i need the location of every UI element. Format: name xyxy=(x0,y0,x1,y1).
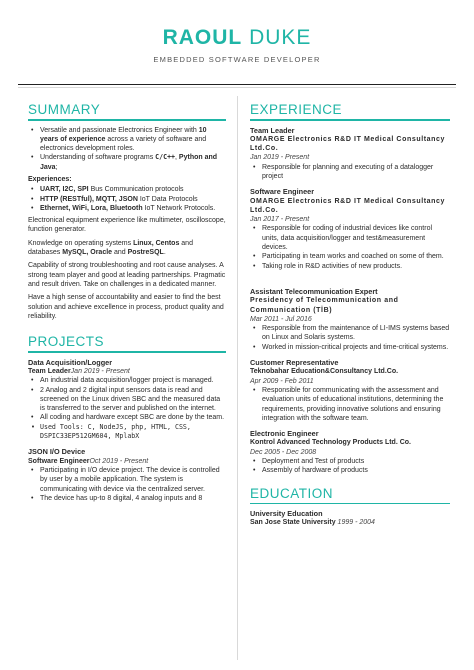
job-bullet: • Responsible for communicating with the assessment and evaluation units of educational institutions, determining the requirements, providing innovative solutions and ensuring integration with the software team. xyxy=(250,386,450,423)
job-bullets xyxy=(250,386,450,423)
job-bullets xyxy=(250,224,450,270)
project-name: JSON I/O Device xyxy=(28,447,86,457)
protocol-item: • Ethernet, WiFi, Lora, Bluetooth IoT Network Protocols. xyxy=(28,204,226,213)
project-role-line: Software EngineerOct 2019 - Present xyxy=(28,457,149,465)
job-dates: Jan 2017 - Present xyxy=(250,216,310,224)
project-bullets xyxy=(28,376,226,441)
experience-rule xyxy=(250,119,450,121)
education-heading: EDUCATION xyxy=(250,485,334,501)
job-bullet: • Assembly of hardware of products xyxy=(250,466,450,475)
project-bullet: • Participating in I/O device project. The device is controlled by user by a mobile application. The system is communicating with device via the centralized server. xyxy=(28,466,226,494)
summary-heading: SUMMARY xyxy=(28,102,101,117)
education-line xyxy=(250,518,450,527)
job-entry xyxy=(250,287,450,352)
job-bullets xyxy=(250,457,450,476)
protocol-item: • UART, I2C, SPI Bus Communication protocols xyxy=(28,185,226,194)
job-bullet: • Worked in mission-critical projects and time-critical systems. xyxy=(250,343,450,352)
job-title: Software Engineer xyxy=(250,187,315,197)
company-name: Teknobahar Education&Consultancy Ltd.Co. xyxy=(250,368,399,376)
projects-heading: PROJECTS xyxy=(28,334,105,350)
job-title: Team Leader xyxy=(250,125,295,135)
header-rule xyxy=(18,84,456,85)
summary-list xyxy=(28,126,226,172)
project-bullet: • All coding and hardware except SBC are done by the team. xyxy=(28,413,226,422)
job-entry xyxy=(250,187,450,271)
project-role-line: Team LeaderJan 2019 - Present xyxy=(28,367,130,375)
job-bullets xyxy=(250,324,450,352)
summary-item: • Versatile and passionate Electronics Engineer with 10 years of experience across a variety of software and electronics development roles. xyxy=(28,126,226,154)
job-title: Electronic Engineer xyxy=(250,429,319,439)
header-rule-light xyxy=(18,87,456,88)
candidate-name xyxy=(0,26,474,50)
company-name: Presidency of Telecommunication and Communication (TİB) xyxy=(250,297,399,314)
project-bullet: • An industrial data acquisition/logger project is managed. xyxy=(28,376,226,385)
job-title: Customer Representative xyxy=(250,358,339,368)
column-divider xyxy=(237,96,238,660)
resume-header xyxy=(0,0,474,70)
education-level: University Education xyxy=(250,509,323,519)
project-bullets xyxy=(28,466,226,503)
summary-paragraph: Have a high sense of accountability and easier to find the best solution and achieve excellence in process, product quality and reliability. xyxy=(28,294,224,320)
summary-rule xyxy=(28,119,226,121)
summary-item: • Understanding of software programs C/C++, Python and Java; xyxy=(28,153,226,172)
last-name: DUKE xyxy=(249,26,312,49)
summary-paragraph: Electronical equipment experience like multimeter, oscilloscope, function generator. xyxy=(28,217,226,234)
job-bullet: • Deployment and Test of products xyxy=(250,457,450,466)
project-name: Data Acquisition/Logger xyxy=(28,357,113,367)
protocol-item: • HTTP (RESTful), MQTT, JSON IoT Data Protocols xyxy=(28,195,226,204)
job-bullet: • Taking role in R&D activities of new products. xyxy=(250,262,450,271)
job-entry xyxy=(250,429,450,475)
university-name: San Jose State University xyxy=(250,519,336,527)
company-name: OMARGE Electronics R&D IT Medical Consultancy Ltd.Co. xyxy=(250,197,446,214)
project-bullet: • 2 Analog and 2 digital input sensors data is read and screened on the Linux driven SBC and the measured data is transferred to the server and published on the internet. xyxy=(28,386,226,414)
job-bullets xyxy=(250,163,450,182)
right-column xyxy=(250,102,450,528)
protocols-list xyxy=(28,185,226,213)
job-title: EMBEDDED SOFTWARE DEVELOPER xyxy=(153,55,321,64)
job-dates: Dec 2005 - Dec 2008 xyxy=(250,448,317,456)
job-bullet: • Responsible from the maintenance of LI-IMS systems based on Linux and Solaris systems. xyxy=(250,324,450,343)
job-dates: Jan 2019 - Present xyxy=(250,154,310,162)
job-entry xyxy=(250,358,450,423)
job-title: Assistant Telecommunication Expert xyxy=(250,286,378,296)
summary-paragraph: Knowledge on operating systems Linux, Centos and databases MySQL, Oracle and PostreSQL. xyxy=(28,239,193,257)
first-name: RAOUL xyxy=(162,26,243,49)
job-bullet: • Participating in team works and coached on some of them. xyxy=(250,252,450,261)
project-entry xyxy=(28,447,226,503)
summary-paragraph: Capability of strong troubleshooting and root cause analyses. A strong team player and good at leading partnerships. Pragmatic and result driven. Take on challenges in a dedicated manner. xyxy=(28,262,226,288)
job-entry xyxy=(250,126,450,182)
job-bullet: • Responsible for coding of industrial devices like control units, data acquisition/logger and test&measurement devices. xyxy=(250,224,450,252)
education-dates: 1999 - 2004 xyxy=(337,519,375,527)
experiences-label: Experiences: xyxy=(28,175,72,183)
left-column xyxy=(28,102,226,509)
projects-rule xyxy=(28,351,226,353)
job-dates: Mar 2011 - Jul 2016 xyxy=(250,315,312,323)
project-bullet: • The device has up-to 8 digital, 4 analog inputs and 8 xyxy=(28,494,226,503)
company-name: OMARGE Electronics R&D IT Medical Consultancy Ltd.Co. xyxy=(250,135,446,153)
company-name: Kontrol Advanced Technology Products Ltd. Co. xyxy=(250,439,412,447)
project-bullet: • Used Tools: C, NodeJS, php, HTML, CSS, DSPIC33EP512GM604, MplabX xyxy=(28,423,226,442)
project-entry xyxy=(28,358,226,442)
job-dates: Apr 2009 - Feb 2011 xyxy=(250,377,314,385)
education-rule xyxy=(250,503,450,505)
job-bullet: • Responsible for planning and executing of a datalogger project xyxy=(250,163,450,182)
experience-heading: EXPERIENCE xyxy=(250,102,343,117)
